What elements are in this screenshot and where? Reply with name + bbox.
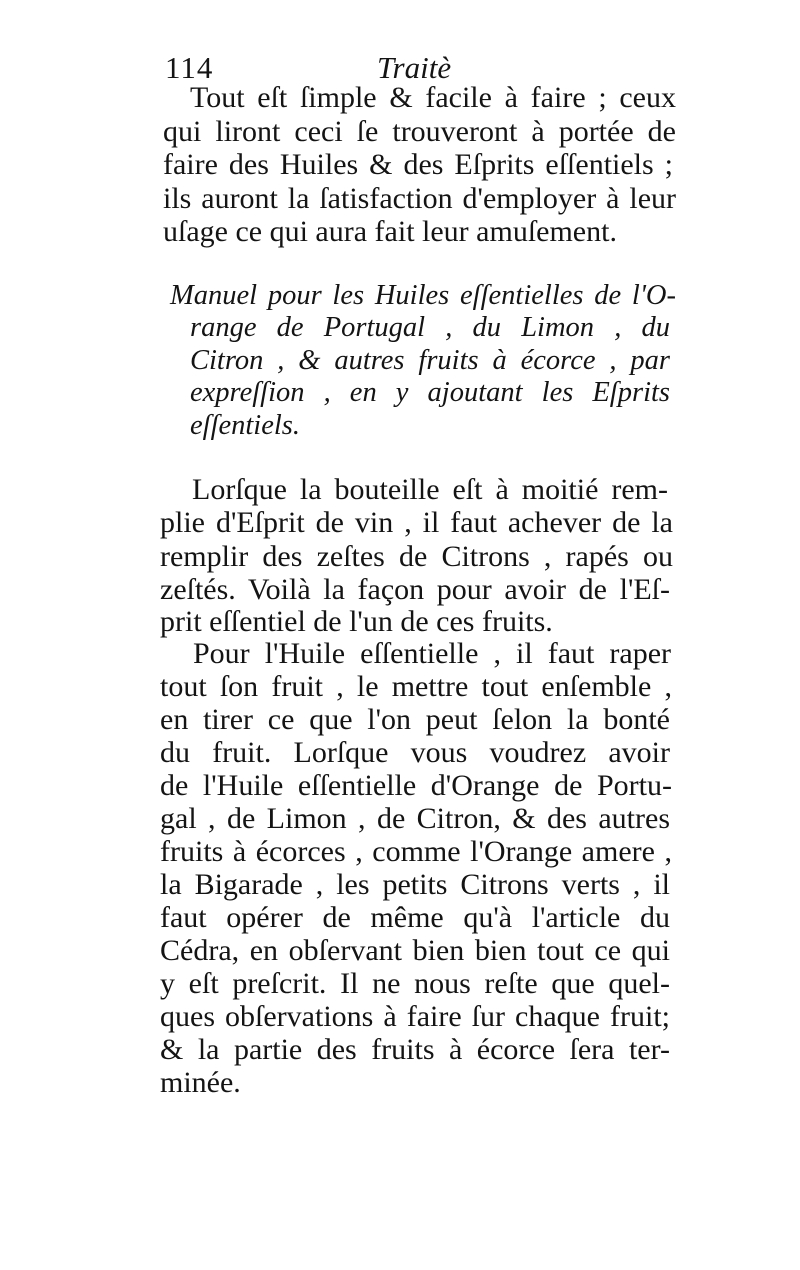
text-line: remplir des zeſtes de Citrons , rapés ou	[160, 540, 673, 573]
text-line: en tirer ce que l'on peut ſelon la bonté	[160, 703, 670, 736]
heading-line: expreſſion , en y ajoutant les Eſprits	[190, 377, 670, 408]
text-line: zeſtés. Voilà la façon pour avoir de l'Eſ-	[160, 573, 670, 606]
heading-line: eſſentiels.	[190, 410, 301, 441]
text-line: faut opérer de même qu'à l'article du	[160, 901, 670, 934]
text-line: prit eſſentiel de l'un de ces fruits.	[160, 605, 553, 638]
text-line: Lorſque la bouteille eſt à moitié rem-	[192, 473, 668, 506]
text-line: gal , de Limon , de Citron, & des autres	[160, 802, 670, 835]
text-line: Tout eſt ſimple & facile à faire ; ceux	[190, 81, 676, 114]
text-line: Pour l'Huile eſſentielle , il faut raper	[193, 637, 671, 670]
text-line: & la partie des fruits à écorce ſera ter-	[160, 1033, 670, 1066]
heading-line: Manuel pour les Huiles eſſentielles de l'O-	[170, 280, 676, 311]
text-line: du fruit. Lorſque vous voudrez avoir	[160, 736, 670, 769]
text-line: plie d'Eſprit de vin , il faut achever de la	[160, 506, 673, 539]
text-line: de l'Huile eſſentielle d'Orange de Portu-	[160, 769, 672, 802]
text-line: fruits à écorces , comme l'Orange amere ,	[160, 835, 672, 868]
page-number: 114	[165, 50, 214, 85]
text-line: Cédra, en obſervant bien bien tout ce qui	[160, 934, 670, 967]
text-line: qui liront ceci ſe trouveront à portée de	[163, 115, 676, 148]
running-title: Traitè	[377, 50, 452, 85]
heading-line: Citron , & autres fruits à écorce , par	[190, 345, 670, 376]
text-line: faire des Huiles & des Eſprits eſſentiels ;	[163, 148, 673, 181]
text-line: uſage ce qui aura fait leur amuſement.	[163, 215, 617, 248]
text-line: y eſt preſcrit. Il ne nous reſte que quel-	[160, 967, 670, 1000]
text-line: la Bigarade , les petits Citrons verts , il	[160, 868, 670, 901]
text-line: ils auront la ſatisfaction d'employer à leur	[163, 182, 676, 215]
text-line: tout ſon fruit , le mettre tout enſemble ,	[160, 670, 672, 703]
text-line: ques obſervations à faire ſur chaque fruit;	[160, 1000, 670, 1033]
heading-line: range de Portugal , du Limon , du	[190, 312, 670, 343]
text-line: minée.	[160, 1066, 241, 1099]
